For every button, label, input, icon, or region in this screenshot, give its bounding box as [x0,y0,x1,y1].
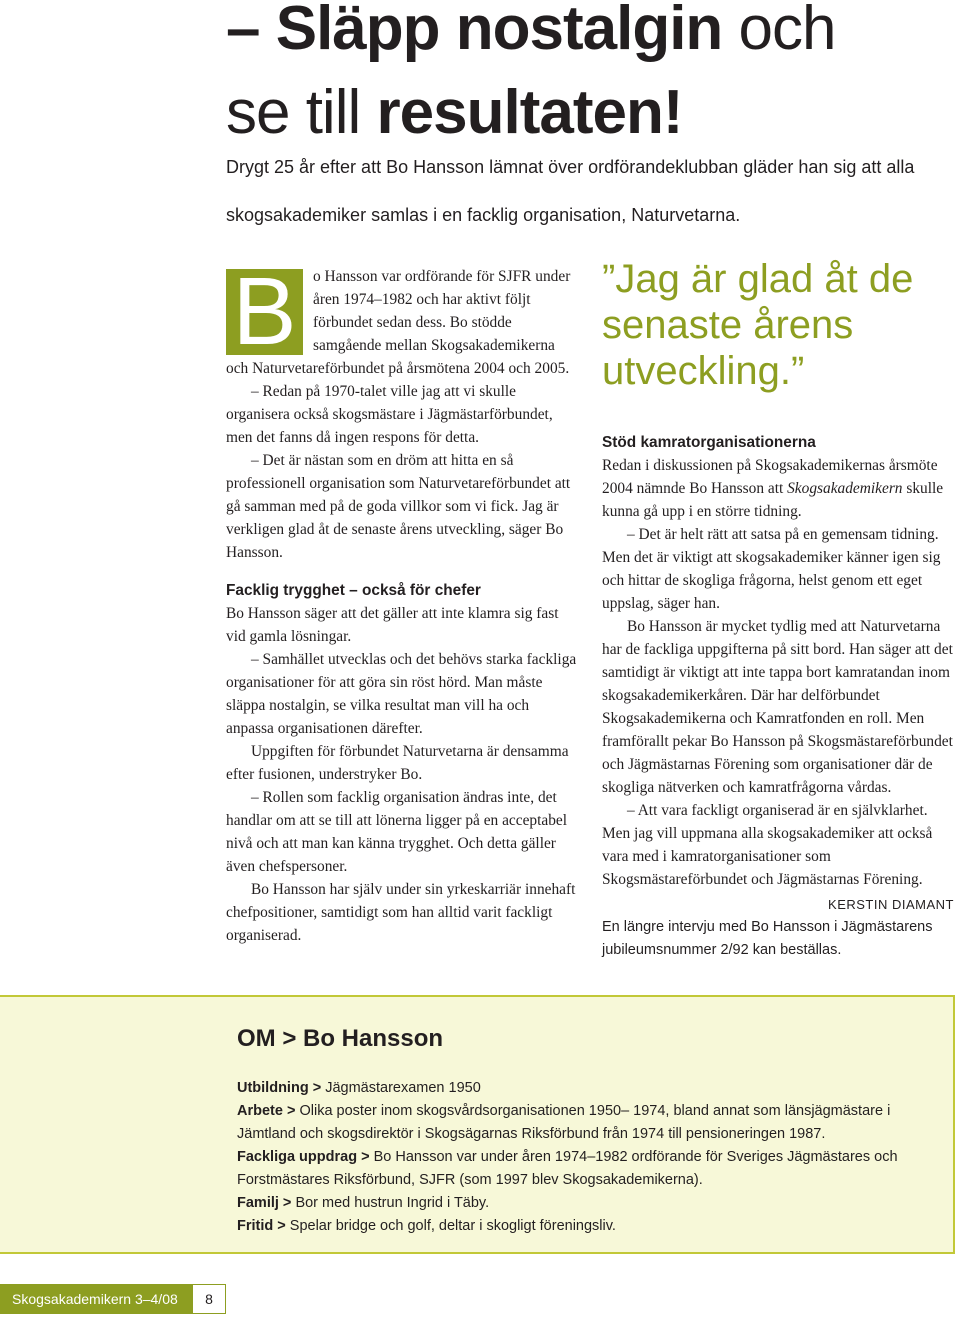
fact-label: Familj > [237,1195,292,1211]
fact-label: Fackliga uppdrag > [237,1149,370,1165]
headline-line-1 [226,0,836,64]
pull-quote: ”Jag är glad åt de senaste årens utveckling.” [602,257,914,393]
magazine-issue: Skogsakademikern 3–4/08 [0,1284,192,1314]
fact-label: Fritid > [237,1218,286,1234]
paragraph: – Det är helt rätt att satsa på en gemensam tidning. Men det är viktigt att skogsakademiker känner igen sig och hittar de skogliga frågorna, helst genom ett eget uppslag, säger han. [602,526,941,612]
paragraph: Uppgiften för förbundet Naturvetarna är densamma efter fusionen, understryker Bo. [226,743,569,783]
fact-row [237,1146,937,1192]
fact-row [237,1100,937,1146]
headline-light-2: se till [226,78,361,147]
subheading: Stöd kamratorganisationerna [602,434,816,451]
page-footer [0,1284,226,1314]
fact-row [237,1215,937,1238]
paragraph: – Samhället utvecklas och det behövs starka fackliga organisationer för att göra sin röst hörd. Man måste släppa nostalgin, se vilka resultat man vill ha och anpassa organisationen därefter. [226,651,577,737]
headline-bold-2: resultaten! [376,78,683,147]
article-column-2 [602,431,954,962]
paragraph: Bo Hansson har själv under sin yrkeskarriär innehaft chefpositioner, samtidigt som han alltid varit fackligt organiserad. [226,881,576,944]
paragraph: – Rollen som facklig organisation ändras inte, det handlar om att se till att lönerna ligger på en acceptabel nivå och att man kan känna trygghet. Och detta gäller även chefspersoner. [226,789,568,875]
fact-row [237,1192,937,1215]
paragraph: Bo Hansson är mycket tydlig med att Naturvetarna har de fackliga uppgifterna på sitt bord. Han säger att det samtidigt är viktigt att inte tappa bort kamratandan inom skogsakademikerkåren. Där har delförbundet Skogsakademikerna och Kamratfonden en roll. Men framförallt pekar Bo Hansson på Skogsmästareförbundet och Jägmästarnas Förening som organisationer där de skogliga nätverken och kamratfrågorna vårdas. [602,618,953,796]
fact-label: Arbete > [237,1103,296,1119]
fact-text: Bor med hustrun Ingrid i Täby. [295,1195,490,1211]
headline-dash: – [226,0,260,63]
fact-box-title: OM > Bo Hansson [237,1025,444,1052]
article-column-1 [226,258,578,947]
fact-text: Olika poster inom skogsvårdsorganisationen 1950– 1974, bland annat som länsjägmästare i Jämtland och skogsdirektör i Skogsägarnas Riksförbund från 1974 till pensioneringen 1987. [237,1103,891,1142]
paragraph [602,454,954,523]
fact-box-body [237,1077,937,1238]
headline-line-2 [226,78,682,148]
fact-box [0,995,955,1254]
fact-label: Utbildning > [237,1080,322,1096]
magazine-name: Skogsakademikern [787,480,903,497]
paragraph: Bo Hansson säger att det gäller att inte klamra sig fast vid gamla lösningar. [226,605,559,645]
paragraph-text: Redan i diskussionen på Skogsakademikernas årsmöte 2004 nämnde Bo Hansson att [602,457,938,497]
subheading: Facklig trygghet – också för chefer [226,582,481,599]
fact-row [237,1077,937,1100]
headline-bold-1: Släpp nostalgin [275,0,723,63]
page-number: 8 [192,1284,226,1314]
headline-light-1: och [738,0,836,63]
paragraph: – Redan på 1970-talet ville jag att vi skulle organisera också skogsmästare i Jägmästarförbundet, men det fanns då ingen respons för detta. [226,383,553,446]
fact-text: Jägmästarexamen 1950 [325,1080,481,1096]
paragraph-text: skulle kunna gå upp i en större tidning. [602,480,944,520]
drop-cap: B [226,269,303,355]
fact-text: Spelar bridge och golf, deltar i skogligt föreningsliv. [289,1218,616,1234]
paragraph: – Att vara fackligt organiserad är en självklarhet. Men jag vill uppmana alla skogsakademiker att också vara med i kamratorganisationer som Skogsmästareförbundet och Jägmästarnas Förening. [602,802,933,888]
footnote: En längre intervju med Bo Hansson i Jägmästarens jubileumsnummer 2/92 kan beställas. [602,919,933,958]
ingress: Drygt 25 år efter att Bo Hansson lämnat över ordförandeklubban gläder han sig att alla skogsakademiker samlas i en facklig organisation, Naturvetarna. [226,157,915,225]
paragraph: – Det är nästan som en dröm att hitta en så professionell organisation som Naturvetareförbundet att gå samman med på de goda villkor som vi fick. Jag är verkligen glad åt de senaste årens utveckling, säger Bo Hansson. [226,452,571,561]
paragraph: o Hansson var ordförande för SJFR under åren 1974–1982 och har aktivt följt förbundet sedan dess. Bo stödde samgående mellan Skogsakademikerna och Naturvetareförbundet på årsmötena 2004 och 2005. [226,268,571,377]
fact-text: Bo Hansson var under åren 1974–1982 ordförande för Sveriges Jägmästares och Forstmästares Riksförbund, SJFR (som 1997 blev Skogsakademikerna). [237,1149,898,1188]
byline: KERSTIN DIAMANT [828,897,954,912]
